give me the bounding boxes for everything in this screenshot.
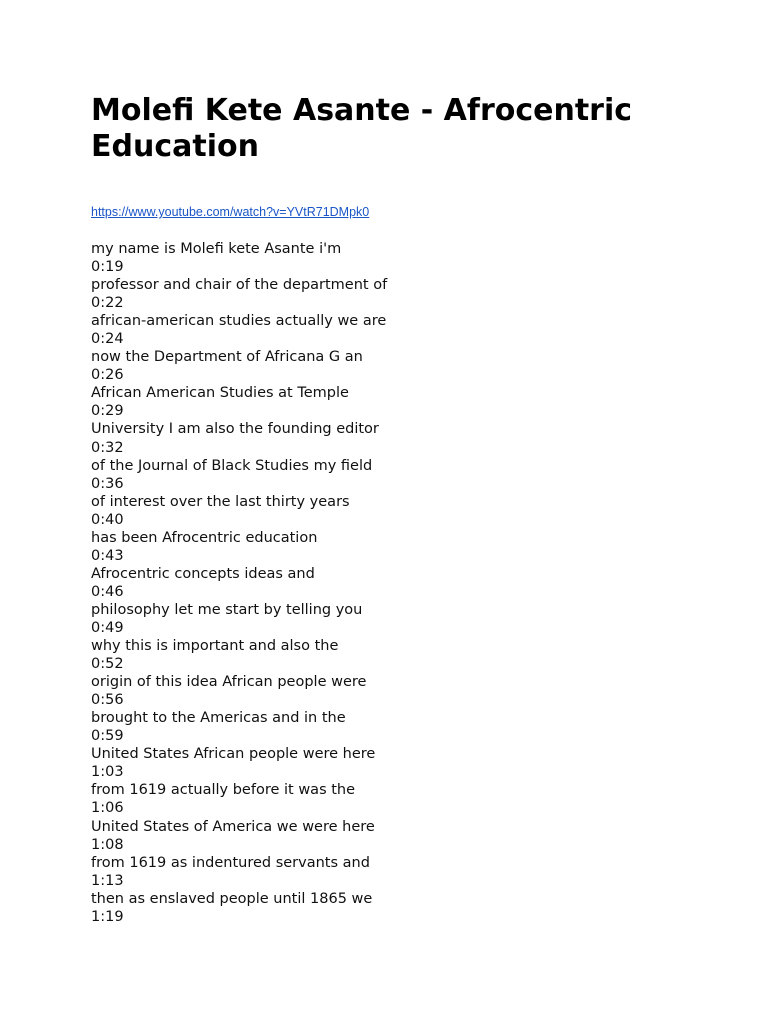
transcript-entry bbox=[91, 637, 691, 673]
transcript-timestamp: 0:29 bbox=[91, 403, 124, 420]
transcript-entry bbox=[91, 854, 691, 890]
transcript-timestamp: 1:03 bbox=[91, 764, 124, 781]
transcript-entry bbox=[91, 818, 691, 854]
transcript-entry bbox=[91, 709, 691, 745]
transcript-line-text: then as enslaved people until 1865 we bbox=[91, 890, 373, 907]
transcript-line-text: United States of America we were here bbox=[91, 818, 375, 835]
transcript-timestamp: 0:36 bbox=[91, 475, 124, 492]
transcript-line-text: philosophy let me start by telling you bbox=[91, 601, 363, 618]
transcript-entry bbox=[91, 384, 691, 420]
transcript-line-text: african-american studies actually we are bbox=[91, 313, 387, 330]
transcript-timestamp: 1:13 bbox=[91, 872, 124, 889]
transcript-timestamp: 0:19 bbox=[91, 259, 124, 276]
transcript-entry bbox=[91, 493, 691, 529]
transcript-timestamp: 1:08 bbox=[91, 836, 124, 853]
transcript-timestamp: 0:56 bbox=[91, 692, 124, 709]
transcript-timestamp: 0:46 bbox=[91, 583, 124, 600]
transcript-timestamp: 0:32 bbox=[91, 439, 124, 456]
transcript-line-text: of the Journal of Black Studies my field bbox=[91, 457, 373, 474]
transcript-line-text: has been Afrocentric education bbox=[91, 529, 318, 546]
transcript-entry bbox=[91, 457, 691, 493]
transcript-entry bbox=[91, 673, 691, 709]
transcript-timestamp: 0:49 bbox=[91, 619, 124, 636]
transcript-line-text: of interest over the last thirty years bbox=[91, 493, 350, 510]
transcript-timestamp: 1:19 bbox=[91, 908, 124, 925]
transcript-entry bbox=[91, 312, 691, 348]
transcript-timestamp: 0:59 bbox=[91, 728, 124, 745]
transcript-entry bbox=[91, 745, 691, 781]
transcript-entry bbox=[91, 601, 691, 637]
transcript-line-text: my name is Molefi kete Asante i'm bbox=[91, 241, 342, 257]
transcript-line-text: United States African people were here bbox=[91, 746, 376, 763]
transcript-line-text: University I am also the founding editor bbox=[91, 421, 379, 438]
transcript-line-text: from 1619 actually before it was the bbox=[91, 782, 356, 799]
transcript-timestamp: 0:24 bbox=[91, 331, 124, 348]
transcript-line-text: professor and chair of the department of bbox=[91, 277, 388, 294]
transcript-entry bbox=[91, 890, 691, 926]
transcript-line-text: African American Studies at Temple bbox=[91, 385, 349, 402]
transcript-line-text: now the Department of Africana G an bbox=[91, 349, 363, 366]
transcript-entry bbox=[91, 276, 691, 312]
transcript-entry bbox=[91, 348, 691, 384]
transcript-line-text: Afrocentric concepts ideas and bbox=[91, 565, 315, 582]
transcript-timestamp: 1:06 bbox=[91, 800, 124, 817]
transcript-line-text: from 1619 as indentured servants and bbox=[91, 854, 370, 871]
transcript-entry bbox=[91, 565, 691, 601]
transcript-timestamp: 0:26 bbox=[91, 367, 124, 384]
transcript-line-text: brought to the Americas and in the bbox=[91, 710, 346, 727]
document-title: Molefi Kete Asante - Afrocentric Education bbox=[91, 93, 633, 164]
transcript-list bbox=[91, 240, 691, 926]
transcript-line-text: why this is important and also the bbox=[91, 638, 339, 655]
transcript-entry bbox=[91, 420, 691, 456]
transcript-timestamp: 0:40 bbox=[91, 511, 124, 528]
transcript-entry bbox=[91, 781, 691, 817]
transcript-timestamp: 0:43 bbox=[91, 547, 124, 564]
transcript-line-text: origin of this idea African people were bbox=[91, 674, 367, 691]
transcript-entry bbox=[91, 529, 691, 565]
transcript-timestamp: 0:22 bbox=[91, 295, 124, 312]
transcript-entry bbox=[91, 240, 691, 276]
transcript-timestamp: 0:52 bbox=[91, 656, 124, 673]
youtube-link[interactable]: https://www.youtube.com/watch?v=YVtR71DMpk0 bbox=[91, 205, 370, 219]
